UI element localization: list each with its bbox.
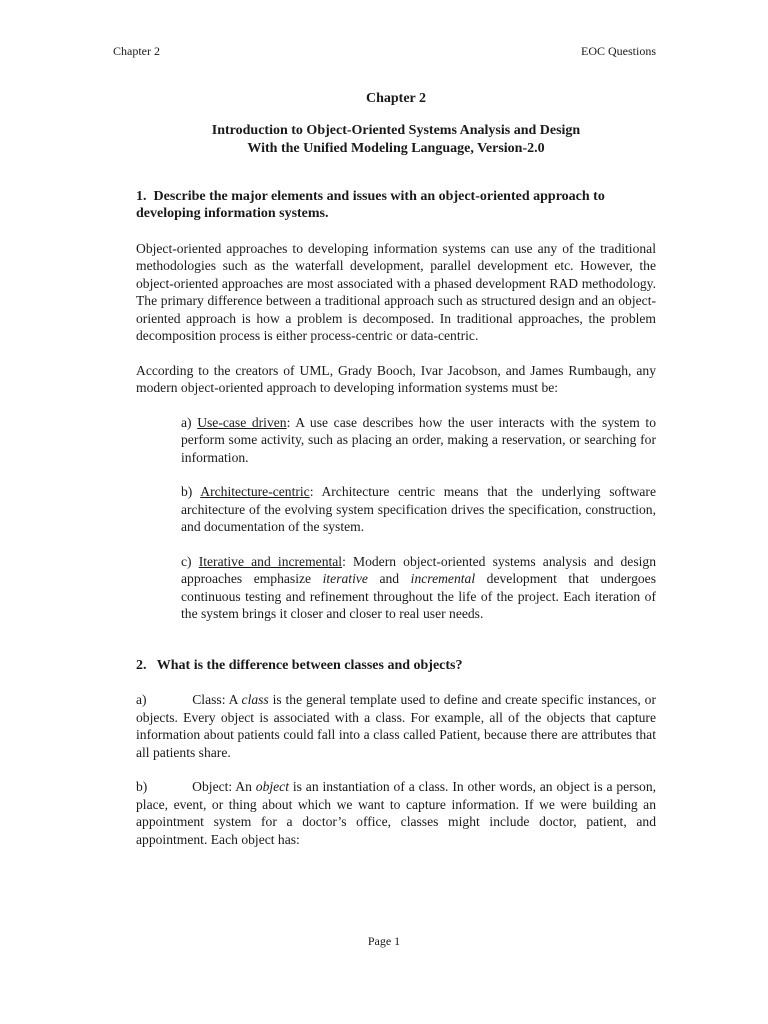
list-item-b-marker: b) (181, 484, 193, 499)
page-header (113, 44, 656, 59)
answer-2-object-marker: b) (136, 779, 148, 794)
page-number: Page 1 (367, 934, 401, 948)
answer-2-object (136, 778, 656, 848)
list-item-b (181, 483, 656, 536)
list-item-c (181, 553, 656, 623)
answer-2-class-rest: is the general template used to define and create specific instances, or objects. Every object is associated with a class. For example, all of the objects that capture information about patients could fall into a class called Patient, because there are attributes that all patients share. (136, 692, 656, 760)
list-item-c-text-3: development that undergoes continuous testing and refinement throughout the life of the project. Each iteration of the system brings it closer and closer to real user needs. (181, 571, 656, 621)
question-1-text: Describe the major elements and issues with an object-oriented approach to developing information systems. (136, 188, 605, 221)
answer-2-class-em: class (241, 692, 269, 707)
list-item-b-text: : Architecture centric means that the underlying software architecture of the evolving system specification drives the specification, construction, and documentation of the system. (181, 484, 656, 534)
chapter-title: Chapter 2 (365, 91, 427, 106)
answer-1-paragraph-1: Object-oriented approaches to developing information systems can use any of the traditional methodologies such as the waterfall development, parallel development etc. However, the object-oriented approaches are most associated with a phased development RAD methodology. The primary difference between a traditional approach such as structured design and an object-oriented approach is how a problem is decomposed. In traditional approaches, the problem decomposition process is either process-centric or data-centric. (136, 240, 656, 343)
list-item-a-text: : A use case describes how the user interacts with the system to perform some activity, such as placing an order, making a reservation, or searching for information. (181, 414, 656, 465)
answer-2-class-marker: a) (136, 692, 147, 707)
document-body (136, 90, 656, 848)
question-1-number: 1. (136, 188, 147, 204)
subtitle-line-1: Introduction to Object-Oriented Systems Analysis and Design (211, 122, 581, 138)
question-2-text: What is the difference between classes and objects? (156, 657, 463, 673)
list-item-c-term: Iterative and incremental (198, 553, 343, 569)
list-item-c-marker: c) (181, 553, 192, 569)
answer-2-class (136, 691, 656, 761)
header-chapter: Chapter 2 (113, 44, 160, 58)
answer-2-object-rest: is an instantiation of a class. In other words, an object is a person, place, event, or thing about which we want to capture information. If we were building an appointment system for a doctor’s office, classes might include doctor, patient, and appointment. Each object has: (136, 779, 657, 847)
question-2-number: 2. (136, 657, 147, 673)
subtitle-line-2: With the Unified Modeling Language, Version-2.0 (247, 140, 545, 156)
answer-2-class-lead: Class: A (192, 692, 242, 707)
chapter-subtitle (136, 122, 656, 158)
list-item-b-term: Architecture-centric (200, 484, 310, 499)
question-1 (136, 188, 656, 223)
list-item-a-term: Use-case driven (197, 414, 287, 430)
header-section: EOC Questions (581, 44, 656, 58)
list-item-a (181, 414, 656, 467)
answer-2-object-em: object (255, 779, 289, 794)
list-item-a-marker: a) (181, 414, 192, 430)
answer-1-paragraph-2: According to the creators of UML, Grady Booch, Ivar Jacobson, and James Rumbaugh, any modern object-oriented approach to developing information systems must be: (136, 362, 656, 395)
list-item-c-em-2: incremental (410, 571, 476, 586)
question-2 (136, 657, 656, 675)
answer-2-object-lead: Object: An (192, 779, 256, 794)
list-item-c-em-1: iterative (322, 571, 368, 586)
list-item-c-text-1: : Modern object-oriented systems analysis and design approaches emphasize (181, 553, 656, 586)
list-item-c-text-2: and (367, 571, 411, 586)
